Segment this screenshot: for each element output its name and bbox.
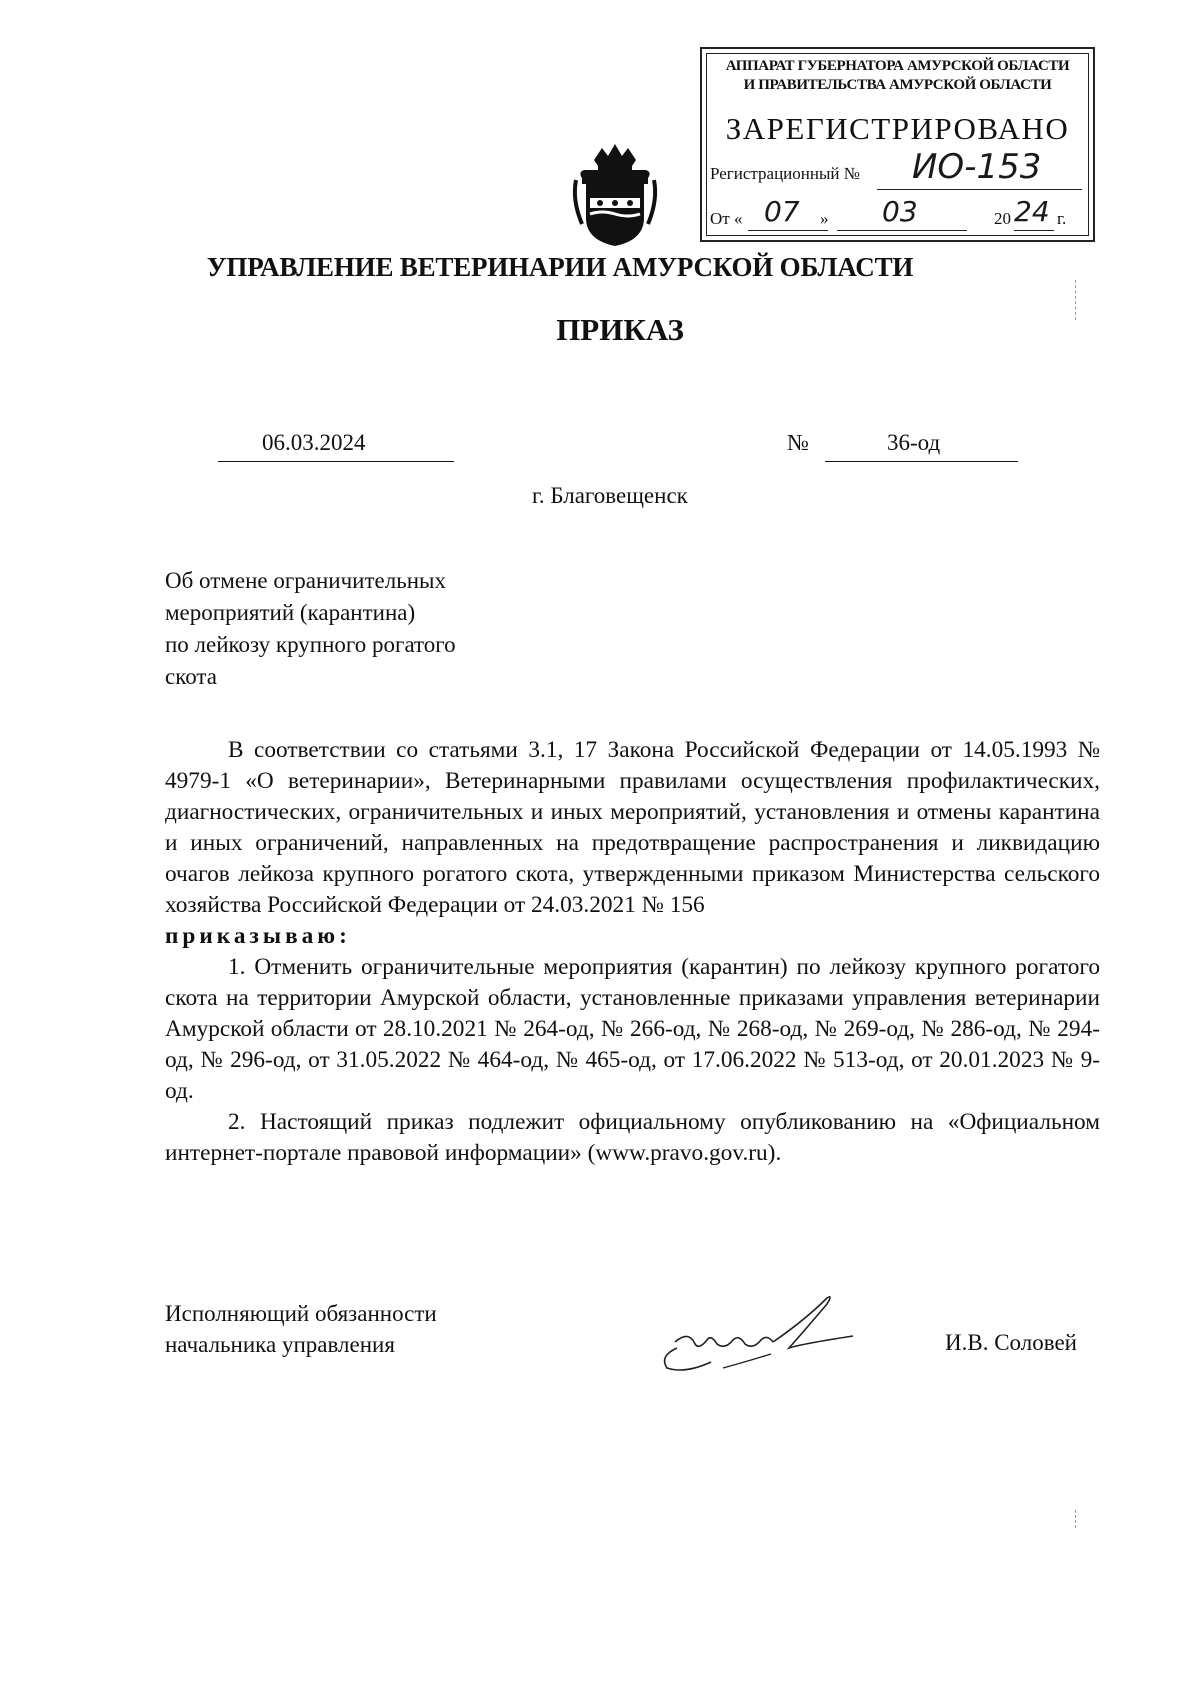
order-item-1: 1. Отменить ограничительные мероприятия (карантин) по лейкозу крупного рогатого скота на территории Амурской области, установленные приказами управления ветеринарии Амурской области от 28.10.2021 № 264-од, № 266-од, № 268-од, № 269-од, № 286-од, № 294-од, № 296-од, от 31.05.2022 № 464-од, № 465-од, от 17.06.2022 № 513-од, от 20.01.2023 № 9-од. xyxy=(165,954,1100,1104)
stamp-year-prefix: 20 xyxy=(994,209,1011,228)
order-number-underline xyxy=(825,461,1018,462)
stamp-title: ЗАРЕГИСТРИРОВАНО xyxy=(725,111,1070,146)
order-number-label: № xyxy=(787,430,809,455)
stamp-org-line2: И ПРАВИТЕЛЬСТВА АМУРСКОЙ ОБЛАСТИ xyxy=(743,77,1052,93)
stamp-month-underline xyxy=(837,230,967,231)
preamble-paragraph: В соответствии со статьями 3.1, 17 Закона Российской Федерации от 14.05.1993 № 4979-1 «О ветеринарии», Ветеринарными правилами осуществления профилактических, диагностических, ограничительных и иных мероприятий, установления и отмены карантина и иных ограничений, направленных на предотвращение распространения и ликвидацию очагов лейкоза крупного рогатого скота, утвержденными приказом Министерства сельского хозяйства Российской Федерации от 24.03.2021 № 156 xyxy=(165,737,1100,918)
stamp-reg-no-label: Регистрационный № xyxy=(710,164,860,183)
city: г. Благовещенск xyxy=(532,483,688,508)
order-number: 36-од xyxy=(887,430,941,455)
coat-of-arms-icon xyxy=(572,140,658,248)
signer-name: И.В. Соловей xyxy=(945,1330,1077,1355)
signer-position-line: Исполняющий обязанности xyxy=(165,1301,437,1326)
stamp-month: 03 xyxy=(882,195,918,228)
stamp-day: 07 xyxy=(764,195,800,228)
order-item-2: 2. Настоящий приказ подлежит официальному опубликованию на «Официальном интернет-портале правовой информации» (www.pravo.gov.ru). xyxy=(165,1109,1100,1166)
handwritten-signature-icon xyxy=(655,1290,865,1380)
orders-keyword: приказываю: xyxy=(165,923,351,949)
registration-stamp xyxy=(700,47,1095,242)
subject-line: мероприятий (карантина) xyxy=(165,600,416,625)
stamp-reg-no-value: ИО-153 xyxy=(912,147,1042,187)
stamp-day-close: » xyxy=(820,209,829,228)
stamp-day-underline xyxy=(748,230,828,231)
org-title: УПРАВЛЕНИЕ ВЕТЕРИНАРИИ АМУРСКОЙ ОБЛАСТИ xyxy=(206,252,914,282)
stamp-reg-no-underline xyxy=(877,189,1082,190)
stamp-year-suffix: 24 xyxy=(1014,195,1050,228)
stamp-year-end: г. xyxy=(1057,209,1067,228)
order-body xyxy=(165,735,1100,1169)
subject-line: скота xyxy=(165,664,217,689)
stamp-date-prefix: От « xyxy=(710,209,743,228)
order-subject xyxy=(165,565,456,693)
order-date-underline xyxy=(218,461,454,462)
subject-line: Об отмене ограничительных xyxy=(165,568,446,593)
signer-position-line: начальника управления xyxy=(165,1332,395,1357)
order-date: 06.03.2024 xyxy=(262,430,366,455)
scan-edge-mark xyxy=(1075,280,1076,320)
subject-line: по лейкозу крупного рогатого xyxy=(165,632,456,657)
doc-type-title: ПРИКАЗ xyxy=(556,312,684,347)
stamp-org-line1: АППАРАТ ГУБЕРНАТОРА АМУРСКОЙ ОБЛАСТИ xyxy=(725,58,1070,74)
scan-edge-mark xyxy=(1075,1510,1076,1528)
signer-position xyxy=(165,1298,437,1360)
stamp-year-underline xyxy=(1014,230,1054,231)
